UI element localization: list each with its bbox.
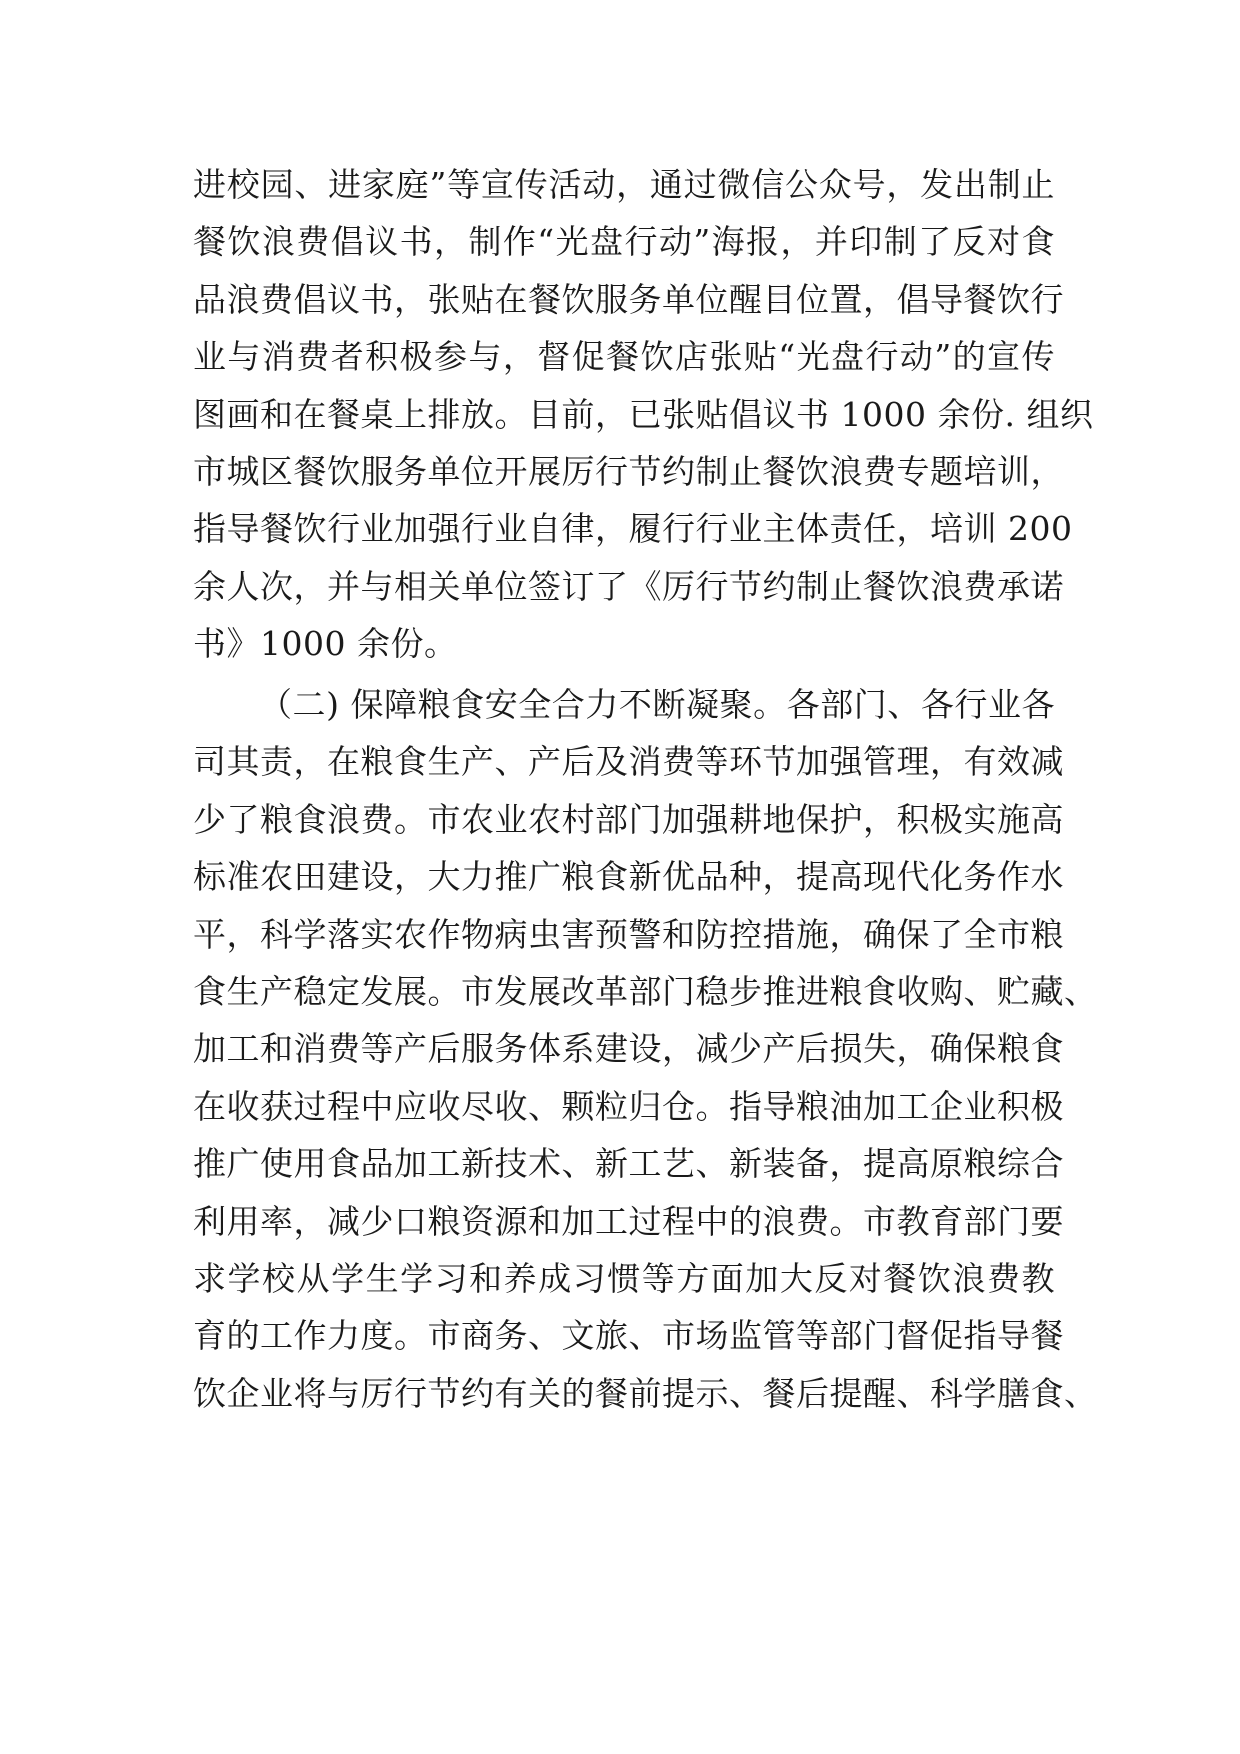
paragraph-food-security bbox=[193, 676, 1098, 1422]
text-line: 求学校从学生学习和养成习惯等方面加大反对餐饮浪费教 bbox=[193, 1258, 1055, 1298]
text-line: 平，科学落实农作物病虫害预警和防控措施，确保了全市粮 bbox=[193, 914, 1064, 954]
text-line: 指导餐饮行业加强行业自律，履行行业主体责任，培训 200 bbox=[193, 509, 1073, 549]
text-line: 司其责，在粮食生产、产后及消费等环节加强管理，有效减 bbox=[193, 742, 1064, 782]
text-line: 余人次，并与相关单位签订了《厉行节约制止餐饮浪费承诺 bbox=[193, 566, 1064, 606]
text-line: 餐饮浪费倡议书，制作“光盘行动”海报，并印制了反对食 bbox=[193, 222, 1055, 262]
text-line: 书》1000 余份。 bbox=[193, 624, 458, 664]
paragraph-propaganda-activities bbox=[193, 156, 1094, 673]
text-line: 在收获过程中应收尽收、颗粒归仓。指导粮油加工企业积极 bbox=[193, 1086, 1064, 1126]
text-line: 饮企业将与厉行节约有关的餐前提示、餐后提醒、科学膳食、 bbox=[193, 1373, 1098, 1413]
text-line: 品浪费倡议书，张贴在餐饮服务单位醒目位置，倡导餐饮行 bbox=[193, 279, 1064, 319]
text-line: 育的工作力度。市商务、文旅、市场监管等部门督促指导餐 bbox=[193, 1316, 1064, 1356]
text-line: 进校园、进家庭”等宣传活动，通过微信公众号，发出制止 bbox=[193, 165, 1055, 204]
text-line: 业与消费者积极参与，督促餐饮店张贴“光盘行动”的宣传 bbox=[193, 337, 1055, 377]
text-line: 食生产稳定发展。市发展改革部门稳步推进粮食收购、贮藏、 bbox=[193, 971, 1098, 1011]
text-line: 市城区餐饮服务单位开展厉行节约制止餐饮浪费专题培训， bbox=[193, 451, 1064, 491]
text-line: 推广使用食品加工新技术、新工艺、新装备，提高原粮综合 bbox=[193, 1144, 1064, 1184]
text-line: 少了粮食浪费。市农业农村部门加强耕地保护，积极实施高 bbox=[193, 799, 1064, 839]
text-line: 标准农田建设，大力推广粮食新优品种，提高现代化务作水 bbox=[193, 857, 1064, 897]
section-heading-line: （二) 保障粮食安全合力不断凝聚。各部门、各行业各 bbox=[259, 685, 1055, 724]
text-line: 加工和消费等产后服务体系建设，减少产后损失，确保粮食 bbox=[193, 1029, 1064, 1069]
text-line: 图画和在餐桌上排放。目前，已张贴倡议书 1000 余份. 组织 bbox=[193, 394, 1094, 434]
text-line: 利用率，减少口粮资源和加工过程中的浪费。市教育部门要 bbox=[193, 1201, 1064, 1241]
